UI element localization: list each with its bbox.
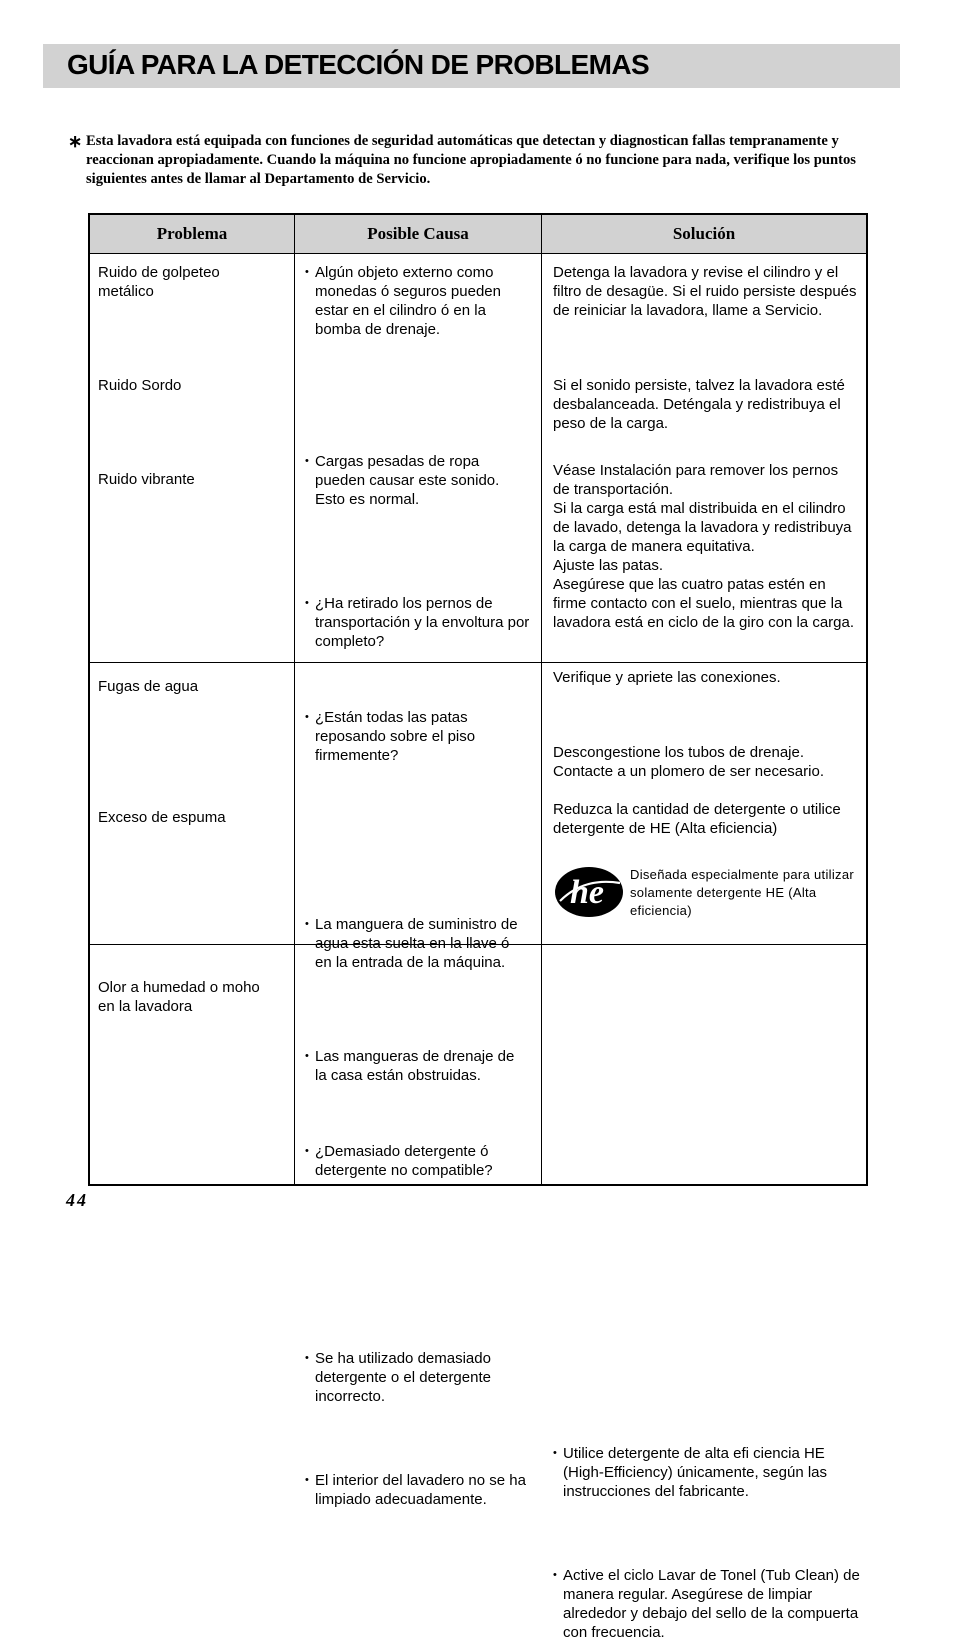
cause-cell: • Algún objeto externo como monedas ó seguros pueden estar en el cilindro ó en la bomba de drenaje.	[305, 263, 530, 339]
he-logo-text: he	[570, 874, 604, 911]
solution-cell: Verifique y apriete las conexiones.	[553, 669, 781, 686]
he-caption: Diseñada especialmente para utilizar solamente detergente HE (Alta eficiencia)	[630, 867, 854, 918]
solution-cell: Detenga la lavadora y revise el cilindro y el filtro de desagüe. Si el ruido persiste después de reiniciar la lavadora, llame a Servicio.	[553, 264, 857, 319]
solution-cell	[553, 461, 858, 632]
problem-cell: Olor a humedad o moho en la lavadora	[98, 979, 260, 1015]
troubleshooting-table	[88, 213, 868, 1641]
solution-line: Véase Instalación para remover los pernos de transportación.	[553, 462, 839, 498]
row-divider	[90, 662, 866, 663]
cause-cell: • Las mangueras de drenaje de la casa están obstruidas.	[305, 1047, 530, 1085]
problem-cell: Ruido de golpeteo metálico	[98, 264, 220, 300]
solution-line: Ajuste las patas.	[553, 557, 664, 574]
page-number: 44	[66, 1190, 88, 1210]
solution-cell: Reduzca la cantidad de detergente o utilice detergente de HE (Alta eficiencia)	[553, 801, 841, 837]
solution-cell: • Active el ciclo Lavar de Tonel (Tub Clean) de manera regular. Asegúrese de limpiar alrededor y debajo del sello de la compuerta con frecuencia.	[553, 1566, 868, 1642]
page-title-bar	[43, 44, 900, 88]
cause-cell: • ¿Están todas las patas reposando sobre el piso firmemente?	[305, 708, 530, 765]
solution-cell: Si el sonido persiste, talvez la lavadora esté desbalanceada. Deténgala y redistribuya el peso de la carga.	[553, 377, 845, 432]
column-divider	[294, 215, 295, 1184]
problem-cell: Ruido vibrante	[98, 471, 195, 488]
intro-text: Esta lavadora está equipada con funciones de seguridad automáticas que detectan y diagnostican fallas tempranamente y reaccionan apropiadamente. Cuando la máquina no funcione apropiadamente ó no funcione para nada, verifique los puntos siguientes antes de llamar al Departamento de Servicio.	[86, 133, 856, 187]
header-problem: Problema	[156, 224, 228, 243]
cause-cell: • El interior del lavadero no se ha limpiado adecuadamente.	[305, 1471, 540, 1509]
header-cause: Posible Causa	[367, 224, 469, 243]
cause-cell: • ¿Ha retirado los pernos de transportación y la envoltura por completo?	[305, 594, 530, 651]
cause-cell: • ¿Demasiado detergente ó detergente no compatible?	[305, 1142, 530, 1180]
asterisk-marker: ∗	[68, 132, 83, 151]
page-title: GUÍA PARA LA DETECCIÓN DE PROBLEMAS	[67, 49, 650, 80]
cause-cell: • Cargas pesadas de ropa pueden causar este sonido. Esto es normal.	[305, 452, 530, 509]
problem-cell: Ruido Sordo	[98, 377, 182, 394]
cause-cell: • Se ha utilizado demasiado detergente o el detergente incorrecto.	[305, 1349, 540, 1406]
he-logo-icon	[554, 865, 624, 924]
intro-note	[68, 132, 868, 189]
cause-cell: • La manguera de suministro de agua esta suelta en la llave ó en la entrada de la máquina.	[305, 915, 530, 972]
solution-cell: Descongestione los tubos de drenaje. Contacte a un plomero de ser necesario.	[553, 744, 824, 780]
column-divider	[541, 215, 542, 1184]
problem-cell: Fugas de agua	[98, 678, 199, 695]
table-header	[90, 215, 866, 254]
problem-cell: Exceso de espuma	[98, 809, 226, 826]
solution-line: Si la carga está mal distribuida en el cilindro de lavado, detenga la lavadora y redistribuya la carga de manera equitativa.	[553, 500, 852, 555]
solution-cell: • Utilice detergente de alta efi ciencia HE (High-Efficiency) únicamente, según las instrucciones del fabricante.	[553, 1444, 868, 1501]
solution-line: Asegúrese que las cuatro patas estén en firme contacto con el suelo, mientras que la lavadora está en ciclo de la giro con la carga.	[553, 576, 855, 631]
header-solution: Solución	[672, 224, 736, 243]
